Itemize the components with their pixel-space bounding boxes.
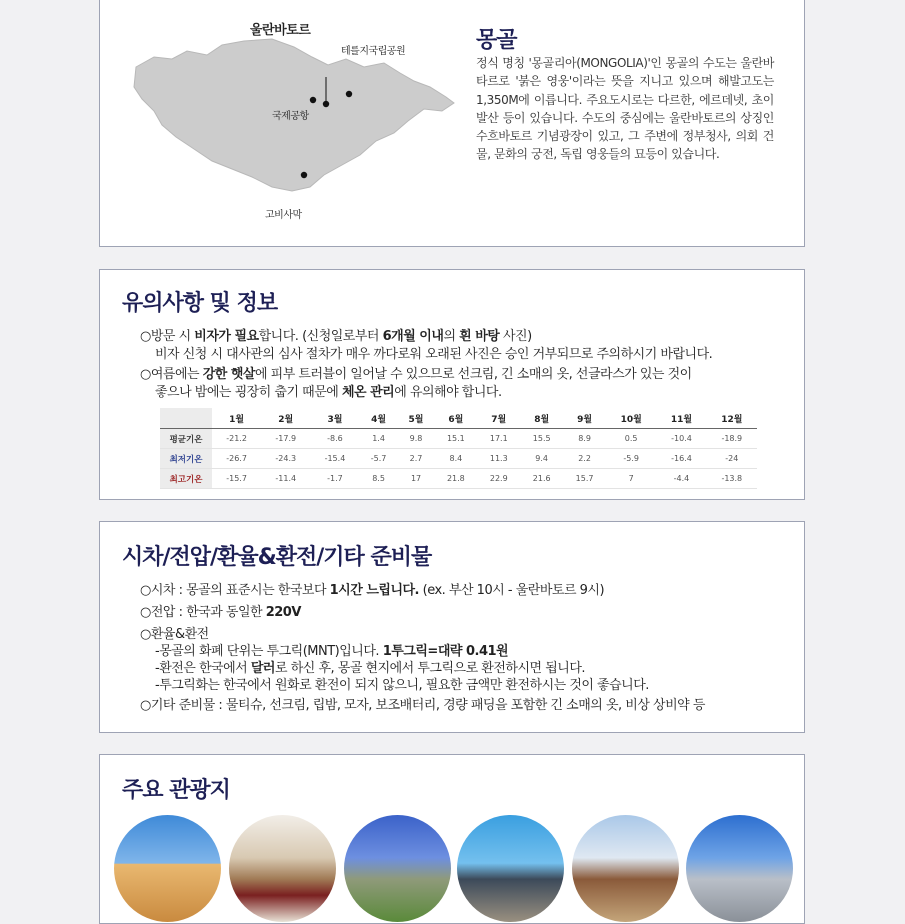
- month-header: 4월: [360, 408, 398, 429]
- month-header: 1월: [212, 408, 261, 429]
- temperature-cell: -10.4: [656, 429, 706, 449]
- fx-heading: ○환율&환전: [140, 627, 209, 642]
- visa-line-2: 비자 신청 시 대사관의 심사 절차가 매우 까다로워 오래된 사진은 승인 거부되므로 주의하시기 바랍니다.: [155, 347, 713, 362]
- month-header: 9월: [563, 408, 606, 429]
- temperature-cell: -18.9: [707, 429, 757, 449]
- temperature-cell: -4.4: [656, 469, 706, 489]
- temperature-row: [160, 469, 757, 489]
- temperature-cell: 8.5: [360, 469, 398, 489]
- temperature-cell: -13.8: [707, 469, 757, 489]
- month-header: 11월: [656, 408, 706, 429]
- month-header: 12월: [707, 408, 757, 429]
- fx-line-3: -투그릭화는 한국에서 원화로 환전이 되지 않으니, 필요한 금액만 환전하시는 것이 좋습니다.: [155, 678, 649, 693]
- temperature-cell: 2.2: [563, 449, 606, 469]
- temperature-cell: 17: [398, 469, 435, 489]
- airport-dot: [310, 97, 316, 103]
- prep-card: [99, 521, 805, 733]
- map-label-airport: 국제공항: [272, 111, 309, 122]
- temperature-cell: -24.3: [261, 449, 310, 469]
- month-header: 7월: [477, 408, 520, 429]
- summer-line: ○여름에는 강한 햇살에 피부 트러블이 일어날 수 있으므로 선크림, 긴 소매의 옷, 선글라스가 있는 것이: [140, 367, 692, 382]
- notice-card: [99, 269, 805, 500]
- month-header: 2월: [261, 408, 310, 429]
- temperature-cell: 15.5: [520, 429, 563, 449]
- row-label: 최저기온: [160, 449, 212, 469]
- summer-line-2: 좋으나 밤에는 굉장히 춥기 때문에 체온 관리에 유의해야 합니다.: [155, 385, 502, 400]
- month-header: 8월: [520, 408, 563, 429]
- temperature-cell: -1.7: [310, 469, 359, 489]
- temperature-cell: 21.8: [434, 469, 477, 489]
- temperature-cell: 22.9: [477, 469, 520, 489]
- temperature-cell: 8.9: [563, 429, 606, 449]
- map-label-park: 테를지국립공원: [341, 46, 406, 57]
- fx-line-1: -몽골의 화폐 단위는 투그릭(MNT)입니다. 1투그릭=대략 0.41원: [155, 644, 509, 659]
- temperature-cell: 0.5: [606, 429, 656, 449]
- month-header: 5월: [398, 408, 435, 429]
- mongolia-card: [99, 0, 805, 247]
- temperature-cell: -15.4: [310, 449, 359, 469]
- temperature-cell: 9.4: [520, 449, 563, 469]
- attractions-card: [99, 754, 805, 924]
- temperature-row: [160, 449, 757, 469]
- temperature-row: [160, 429, 757, 449]
- etc-line: ○기타 준비물 : 물티슈, 선크림, 립밤, 모자, 보조배터리, 경량 패딩을 포함한 긴 소매의 옷, 비상 상비약 등: [140, 698, 705, 713]
- temperature-cell: 21.6: [520, 469, 563, 489]
- temperature-cell: 15.7: [563, 469, 606, 489]
- temperature-cell: -8.6: [310, 429, 359, 449]
- temperature-cell: -15.7: [212, 469, 261, 489]
- temperature-cell: 2.7: [398, 449, 435, 469]
- attraction-photo-desert[interactable]: [114, 815, 221, 922]
- attraction-photo-monument[interactable]: [229, 815, 336, 922]
- row-label: 최고기온: [160, 469, 212, 489]
- temperature-cell: -11.4: [261, 469, 310, 489]
- park-dot: [346, 91, 352, 97]
- temperature-cell: -5.9: [606, 449, 656, 469]
- temperature-cell: 9.8: [398, 429, 435, 449]
- voltage-line: ○전압 : 한국과 동일한 220V: [140, 605, 301, 620]
- notice-title: 유의사항 및 정보: [122, 291, 278, 316]
- row-label: 평균기온: [160, 429, 212, 449]
- temperature-header-row: [160, 408, 757, 429]
- prep-title: 시차/전압/환율&환전/기타 준비물: [122, 545, 432, 570]
- month-header: 10월: [606, 408, 656, 429]
- temperature-cell: -26.7: [212, 449, 261, 469]
- visa-line: ○방문 시 비자가 필요합니다. (신청일로부터 6개월 이내의 흰 바탕 사진): [140, 329, 532, 344]
- temperature-cell: 8.4: [434, 449, 477, 469]
- temperature-cell: 17.1: [477, 429, 520, 449]
- attraction-photo-park[interactable]: [344, 815, 451, 922]
- map-label-capital: 울란바토르: [250, 23, 311, 38]
- temperature-table: [160, 408, 757, 489]
- temperature-cell: -5.7: [360, 449, 398, 469]
- fx-line-2: -환전은 한국에서 달러로 하신 후, 몽골 현지에서 투그릭으로 환전하시면 됩니다.: [155, 661, 586, 676]
- attractions-title: 주요 관광지: [122, 778, 230, 803]
- attraction-photo-equestrian[interactable]: [686, 815, 793, 922]
- mongolia-title: 몽골: [476, 28, 517, 53]
- temperature-cell: 15.1: [434, 429, 477, 449]
- map-label-desert: 고비사막: [265, 210, 302, 221]
- temperature-cell: -16.4: [656, 449, 706, 469]
- temperature-cell: -21.2: [212, 429, 261, 449]
- temperature-cell: 1.4: [360, 429, 398, 449]
- temperature-cell: -17.9: [261, 429, 310, 449]
- attraction-photo-rock[interactable]: [572, 815, 679, 922]
- temperature-cell: 7: [606, 469, 656, 489]
- capital-dot: [323, 101, 329, 107]
- mongolia-description: 정식 명칭 '몽골리아(MONGOLIA)'인 몽골의 수도는 울란바타르로 '붉은 영웅'이라는 뜻을 지니고 있으며 해발고도는 1,350M에 이릅니다. 주요도시로는 다르한, 에르데넷, 초이발산 등이 있습니다. 수도의 중심에는 울란바토르의 상징인 수흐바토르 기념광장이 있고, 그 주변에 정부청사, 의회 건물, 문화의 궁전, 독립 영웅들의 묘등이 있습니다.: [476, 56, 774, 162]
- desert-dot: [301, 172, 307, 178]
- time-line: ○시차 : 몽골의 표준시는 한국보다 1시간 느립니다. (ex. 부산 10시 - 울란바토르 9시): [140, 583, 605, 598]
- month-header: 6월: [434, 408, 477, 429]
- temperature-cell: 11.3: [477, 449, 520, 469]
- attraction-photo-statue[interactable]: [457, 815, 564, 922]
- month-header: 3월: [310, 408, 359, 429]
- temperature-cell: -24: [707, 449, 757, 469]
